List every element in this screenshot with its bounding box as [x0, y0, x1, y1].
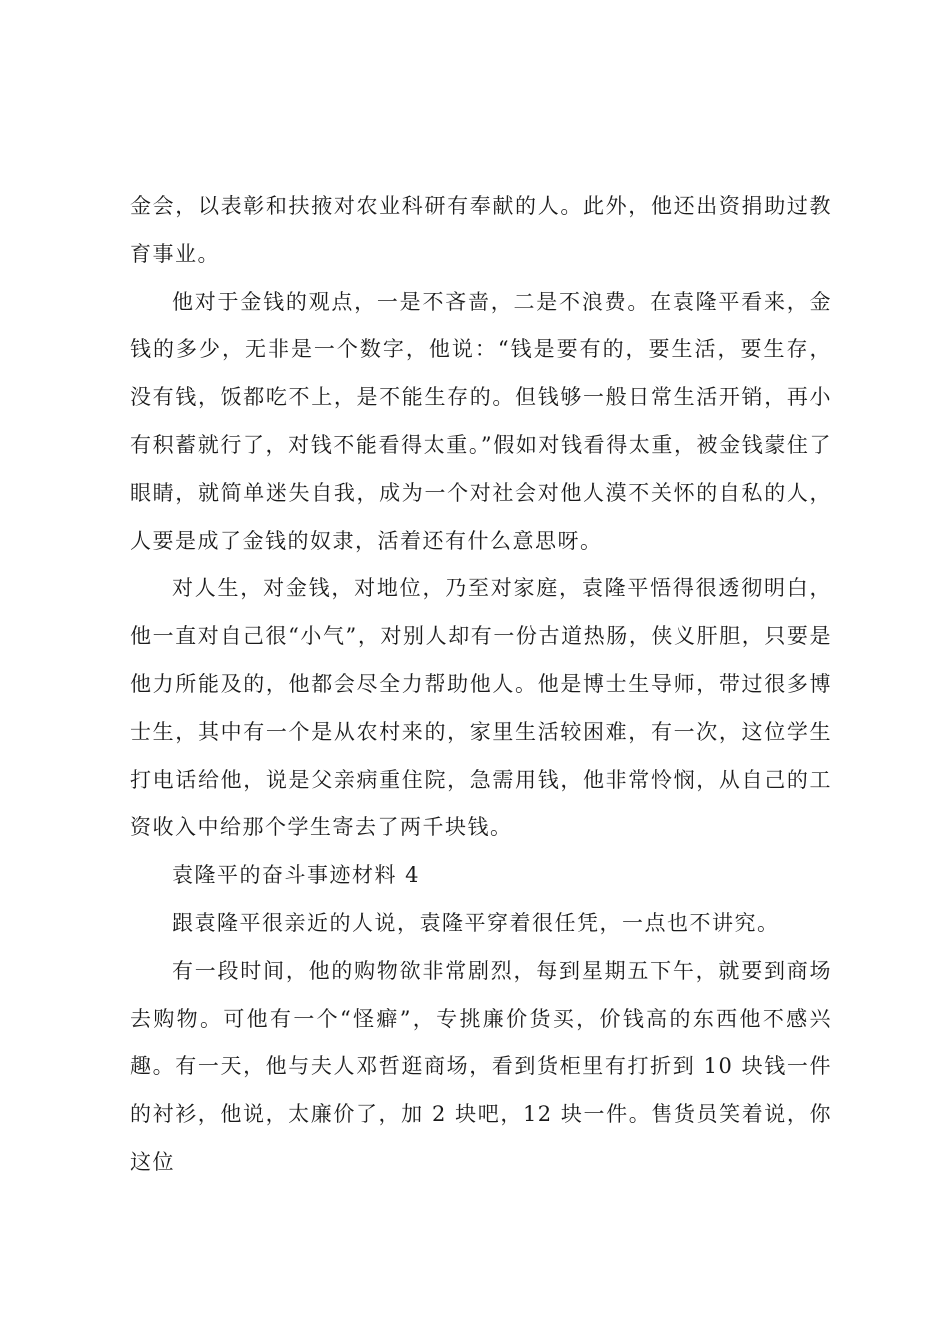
paragraph-life-attitude: 对人生，对金钱，对地位，乃至对家庭，袁隆平悟得很透彻明白，他一直对自己很“小气”，对别人却有一份古道热肠，侠义肝胆，只要是他力所能及的，他都会尽全力帮助他人。他是博士生导师，带过很多博士生，其中有一个是从农村来的，家里生活较困难，有一次，这位学生打电话给他，说是父亲病重住院，急需用钱，他非常怜悯，从自己的工资收入中给那个学生寄去了两千块钱。 [130, 576, 832, 840]
paragraph-money-view: 他对于金钱的观点，一是不吝啬，二是不浪费。在袁隆平看来，金钱的多少，无非是一个数字，他说：“钱是要有的，要生活，要生存，没有钱，饭都吃不上，是不能生存的。但钱够一般日常生活开销，再小有积蓄就行了，对钱不能看得太重。”假如对钱看得太重，被金钱蒙住了眼睛，就简单迷失自我，成为一个对社会对他人漠不关怀的自私的人，人要是成了金钱的奴隶，活着还有什么意思呀。 [130, 289, 832, 553]
section-heading: 袁隆平的奋斗事迹材料 4 [172, 863, 421, 888]
paragraph-clothing: 跟袁隆平很亲近的人说，袁隆平穿着很任凭，一点也不讲究。 [172, 910, 780, 935]
paragraph-donation: 金会，以表彰和扶掖对农业科研有奉献的人。此外，他还出资捐助过教育事业。 [130, 194, 832, 266]
document-body [130, 183, 832, 1187]
paragraph-shopping: 有一段时间，他的购物欲非常剧烈，每到星期五下午，就要到商场去购物。可他有一个“怪癖”，专挑廉价货买，价钱高的东西他不感兴趣。有一天，他与夫人邓哲逛商场，看到货柜里有打折到 10 块钱一件的衬衫，他说，太廉价了，加 2 块吧，12 块一件。售货员笑着说，你这位 [130, 958, 832, 1174]
